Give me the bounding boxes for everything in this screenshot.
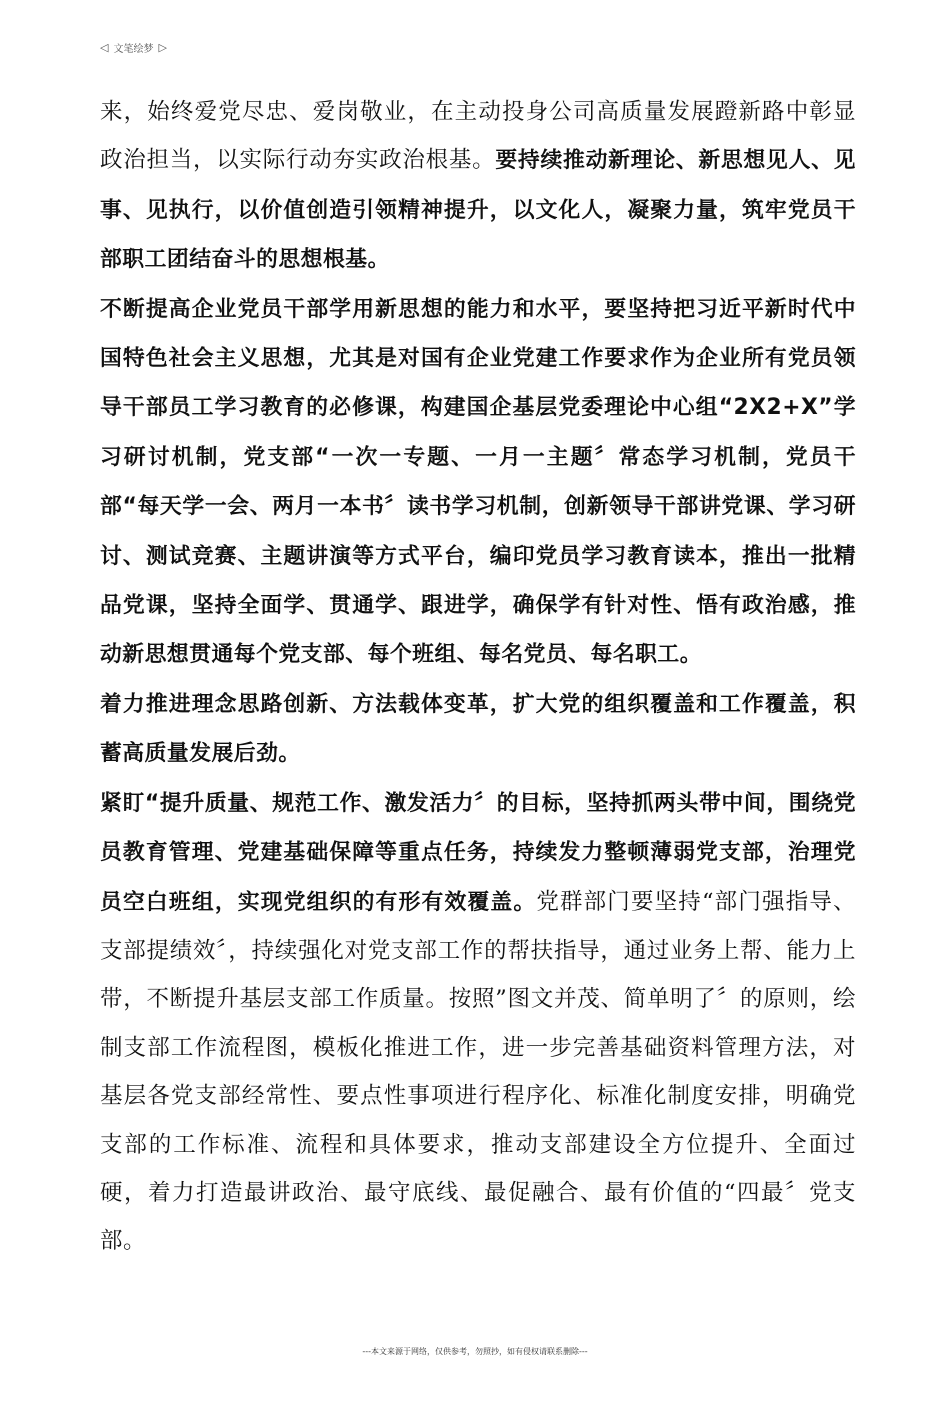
paragraph-3: [100, 680, 856, 779]
bold-text-run: 不断提高企业党员干部学用新思想的能力和水平，要坚持把习近平新时代中国特色社会主义思想，尤其是对国有企业党建工作要求作为企业所有党员领导干部员工学习教育的必修课，构建国企基层党委理论中心组“2X2+X”学习研讨机制，党支部“一次一专题、一月一主题〞常态学习机制，党员干部“每天学一会、两月一本书〞读书学习机制，创新领导干部讲党课、学习研讨、测试竞赛、主题讲演等方式平台，编印党员学习教育读本，推出一批精品党课，坚持全面学、贯通学、跟进学，确保学有针对性、悟有政治感，推动新思想贯通每个党支部、每个班组、每名党员、每名职工。: [100, 296, 856, 668]
paragraph-4: [100, 779, 856, 1266]
text-run: 来，始终爱党尽忠、爱岗敬业，在主动投身公司高质量发展蹬新路中彰显政治担当，以实际行动夯实政治根基。: [100, 99, 856, 174]
text-run: 党群部门要坚持“部门强指导、支部提绩效〞，持续强化对党支部工作的帮扶指导，通过业务上帮、能力上带，不断提升基层支部工作质量。按照”图文并茂、简单明了〞的原则，绘制支部工作流程图，模板化推进工作，进一步完善基础资料管理方法，对基层各党支部经常性、要点性事项进行程序化、标准化制度安排，明确党支部的工作标准、流程和具体要求，推动支部建设全方位提升、全面过硬，着力打造最讲政治、最守底线、最促融合、最有价值的“四最〞党支部。: [100, 888, 856, 1255]
left-triangle-icon: ◁: [100, 41, 109, 54]
paragraph-2: [100, 285, 856, 680]
document-body: [100, 88, 856, 1266]
header-text: 文笔绘梦: [113, 44, 154, 55]
bold-text-run: 紧盯“提升质量、规范工作、激发活力〞的目标，坚持抓两头带中间，围绕党员教育管理、党建基础保障等重点任务，持续发力整顿薄弱党支部，治理党员空白班组，实现党组织的有形有效覆盖。: [100, 790, 856, 915]
bold-text-run: 要持续推动新理论、新思想见人、见事、见执行，以价值创造引领精神提升，以文化人，凝聚力量，筑牢党员干部职工团结奋斗的思想根基。: [100, 148, 856, 273]
page-header: [100, 40, 167, 55]
page-footer: ---本文来源于网络，仅供参考，勿照抄，如有侵权请联系删除---: [362, 1347, 588, 1356]
right-triangle-icon: ▷: [158, 41, 167, 54]
paragraph-1: [100, 88, 856, 285]
bold-text-run: 着力推进理念思路创新、方法载体变革，扩大党的组织覆盖和工作覆盖，积蓄高质量发展后劲。: [100, 691, 856, 767]
